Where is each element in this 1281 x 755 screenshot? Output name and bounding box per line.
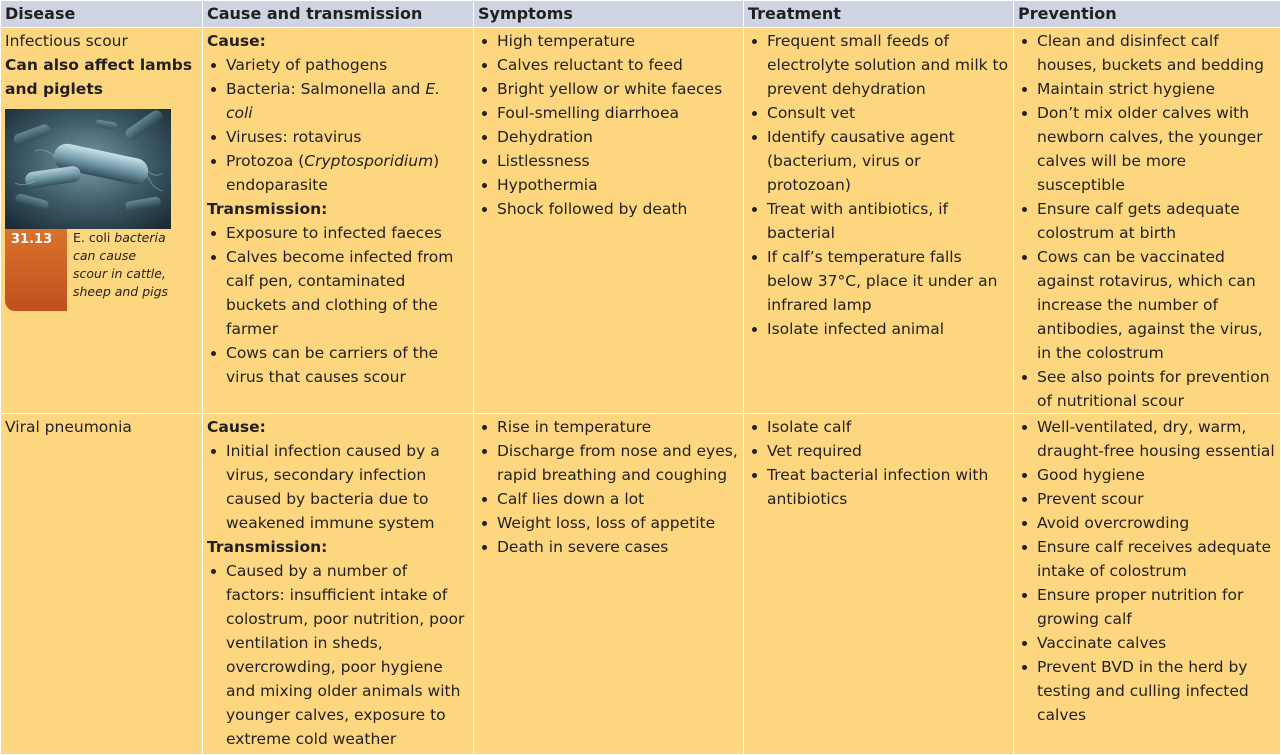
list-item: Bacteria: Salmonella and E. coli [207, 77, 469, 125]
list-item: Shock followed by death [478, 197, 739, 221]
cause-transmission-cell [203, 28, 474, 414]
list-item: Well-ventilated, dry, warm, draught-free housing essential [1018, 415, 1276, 463]
list-item: Foul-smelling diarrhoea [478, 101, 739, 125]
list-item: Don’t mix older calves with newborn calves, the younger calves will be more susceptible [1018, 101, 1276, 197]
disease-cell [1, 414, 203, 755]
header-cause: Cause and transmission [203, 1, 474, 28]
list-item: Ensure proper nutrition for growing calf [1018, 583, 1276, 631]
list-item: Consult vet [748, 101, 1009, 125]
list-item: Cows can be carriers of the virus that causes scour [207, 341, 469, 389]
figure-ecoli [5, 109, 171, 315]
disease-name: Viral pneumonia [5, 418, 132, 436]
prevention-list [1018, 415, 1276, 727]
list-item: Vaccinate calves [1018, 631, 1276, 655]
list-item: Dehydration [478, 125, 739, 149]
header-symptoms: Symptoms [474, 1, 744, 28]
list-item: Initial infection caused by a virus, secondary infection caused by bacteria due to weakened immune system [207, 439, 469, 535]
symptoms-cell [474, 28, 744, 414]
transmission-heading: Transmission: [207, 200, 328, 218]
list-item: Rise in temperature [478, 415, 739, 439]
caption-rest: bacteria can cause scour in cattle, sheep and pigs [73, 230, 169, 299]
list-item: Vet required [748, 439, 1009, 463]
list-item: Good hygiene [1018, 463, 1276, 487]
list-item: Exposure to infected faeces [207, 221, 469, 245]
list-item: Ensure calf receives adequate intake of colostrum [1018, 535, 1276, 583]
list-item: Hypothermia [478, 173, 739, 197]
list-item: Treat with antibiotics, if bacterial [748, 197, 1009, 245]
list-item: Caused by a number of factors: insufficient intake of colostrum, poor nutrition, poor ventilation in sheds, overcrowding, poor hygiene and mixing older animals with younger calves, exposure to extreme cold weather [207, 559, 469, 751]
list-item: Calf lies down a lot [478, 487, 739, 511]
prevention-cell [1014, 28, 1281, 414]
prevention-cell [1014, 414, 1281, 755]
list-item: Prevent scour [1018, 487, 1276, 511]
symptoms-list [478, 415, 739, 559]
list-item: Frequent small feeds of electrolyte solution and milk to prevent dehydration [748, 29, 1009, 101]
list-item: Viruses: rotavirus [207, 125, 469, 149]
bacteria-illustration [5, 109, 171, 229]
list-item: Listlessness [478, 149, 739, 173]
cause-heading: Cause: [207, 32, 266, 50]
symptoms-cell [474, 414, 744, 755]
disease-name: Infectious scour [5, 32, 128, 50]
transmission-list [207, 221, 469, 389]
table-row [1, 28, 1281, 414]
treatment-list [748, 29, 1009, 341]
ecoli-bacteria-image [5, 109, 171, 229]
list-item: Calves become infected from calf pen, contaminated buckets and clothing of the farmer [207, 245, 469, 341]
list-item: Weight loss, loss of appetite [478, 511, 739, 535]
header-row [1, 1, 1281, 28]
treatment-list [748, 415, 1009, 511]
disease-note: Can also affect lambs and piglets [5, 56, 193, 98]
cause-list [207, 439, 469, 535]
transmission-heading: Transmission: [207, 538, 328, 556]
prevention-list [1018, 29, 1276, 413]
list-item: Isolate infected animal [748, 317, 1009, 341]
list-item: Isolate calf [748, 415, 1009, 439]
figure-number: 31.13 [5, 229, 67, 311]
list-item: Identify causative agent (bacterium, virus or protozoan) [748, 125, 1009, 197]
list-item: Prevent BVD in the herd by testing and culling infected calves [1018, 655, 1276, 727]
treatment-cell [744, 28, 1014, 414]
figure-caption-text [73, 229, 173, 301]
disease-cell [1, 28, 203, 414]
list-item: If calf’s temperature falls below 37°C, place it under an infrared lamp [748, 245, 1009, 317]
figure-caption [5, 229, 171, 311]
cause-list [207, 53, 469, 197]
list-item: Clean and disinfect calf houses, buckets and bedding [1018, 29, 1276, 77]
transmission-list [207, 559, 469, 751]
list-item: Discharge from nose and eyes, rapid breathing and coughing [478, 439, 739, 487]
list-item: Avoid overcrowding [1018, 511, 1276, 535]
cause-transmission-cell [203, 414, 474, 755]
list-item: Bright yellow or white faeces [478, 77, 739, 101]
list-item: Maintain strict hygiene [1018, 77, 1276, 101]
symptoms-list [478, 29, 739, 221]
header-prevention: Prevention [1014, 1, 1281, 28]
list-item: Death in severe cases [478, 535, 739, 559]
cause-heading: Cause: [207, 418, 266, 436]
list-item: Cows can be vaccinated against rotavirus, which can increase the number of antibodies, against the virus, in the colostrum [1018, 245, 1276, 365]
list-item: Calves reluctant to feed [478, 53, 739, 77]
list-item: High temperature [478, 29, 739, 53]
treatment-cell [744, 414, 1014, 755]
list-item: Variety of pathogens [207, 53, 469, 77]
header-disease: Disease [1, 1, 203, 28]
list-item: See also points for prevention of nutritional scour [1018, 365, 1276, 413]
header-treatment: Treatment [744, 1, 1014, 28]
caption-lead: E. coli [73, 230, 111, 245]
list-item: Ensure calf gets adequate colostrum at birth [1018, 197, 1276, 245]
list-item: Treat bacterial infection with antibiotics [748, 463, 1009, 511]
table-row [1, 414, 1281, 755]
list-item: Protozoa (Cryptosporidium) endoparasite [207, 149, 469, 197]
